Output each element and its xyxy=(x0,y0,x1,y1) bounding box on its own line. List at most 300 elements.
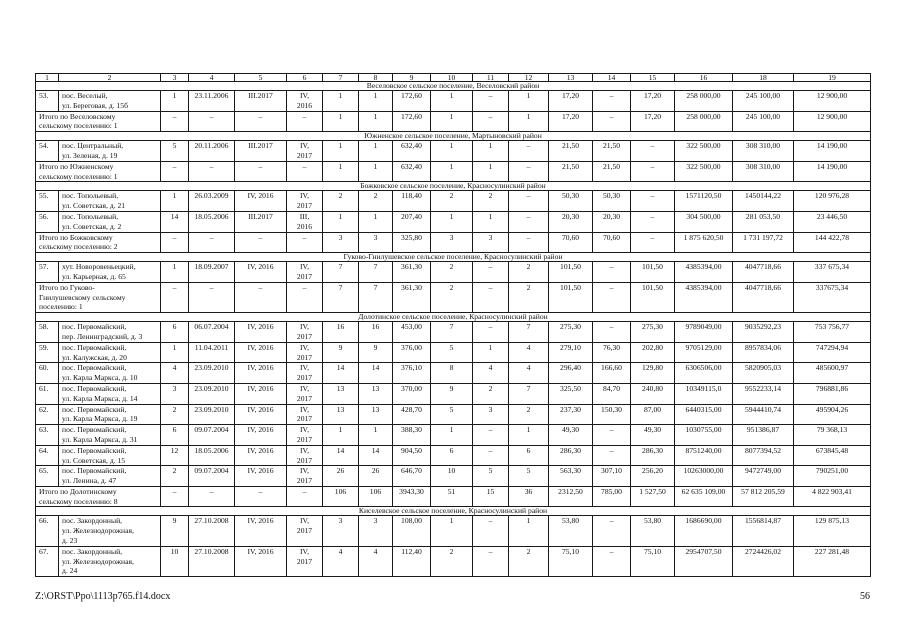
table-cell: IV, 2017 xyxy=(287,516,323,546)
table-cell: – xyxy=(593,516,631,546)
table-cell: 3 xyxy=(359,232,393,253)
table-cell: 5820905,03 xyxy=(733,363,794,384)
table-cell: 12 900,00 xyxy=(794,91,871,112)
table-row xyxy=(36,342,871,363)
row-number: 59. xyxy=(36,342,59,363)
table-cell: 304 500,00 xyxy=(675,211,733,232)
data-table xyxy=(35,73,871,577)
table-cell: – xyxy=(593,445,631,466)
table-cell: 1 xyxy=(323,425,359,446)
table-cell: 3943,30 xyxy=(393,486,431,507)
table-cell: – xyxy=(593,111,631,132)
table-cell: 7 xyxy=(323,282,359,312)
table-cell: 8751240,00 xyxy=(675,445,733,466)
table-cell: 337675,34 xyxy=(794,282,871,312)
address-line: ул. Карла Маркса, д. 10 xyxy=(62,373,138,383)
address-line: пос. Первомайский, xyxy=(62,363,127,373)
table-cell: 18.05.2006 xyxy=(189,211,235,232)
table-cell: IV, 2017 xyxy=(287,191,323,212)
total-label-line: сельскому поселению: 8 xyxy=(39,496,118,506)
table-body xyxy=(36,74,871,577)
row-number: 55. xyxy=(36,191,59,212)
table-cell: 428,70 xyxy=(393,404,431,425)
table-cell: – xyxy=(473,111,509,132)
table-cell: 12 900,00 xyxy=(794,111,871,132)
column-number: 15 xyxy=(631,74,675,82)
table-cell: 1571120,50 xyxy=(675,191,733,212)
address-line: ул. Зеленая, д. 19 xyxy=(62,150,118,160)
table-cell: 4385394,00 xyxy=(675,262,733,283)
table-cell: 256,20 xyxy=(631,466,675,487)
table-cell: 286,30 xyxy=(549,445,593,466)
table-cell: 84,70 xyxy=(593,383,631,404)
table-cell: 1 xyxy=(323,111,359,132)
column-number: 7 xyxy=(323,74,359,82)
table-row xyxy=(36,262,871,283)
table-header-row xyxy=(36,74,871,82)
table-cell: 6 xyxy=(161,322,189,343)
table-cell: – xyxy=(593,425,631,446)
table-cell: 1 xyxy=(509,516,549,546)
table-cell: 9 xyxy=(359,342,393,363)
address-cell xyxy=(59,91,161,112)
address-line: пос. Закордонный, xyxy=(62,516,123,526)
row-number: 64. xyxy=(36,445,59,466)
total-label xyxy=(36,111,161,132)
table-cell: 227 281,48 xyxy=(794,546,871,576)
table-cell: 240,80 xyxy=(631,383,675,404)
table-cell: 6 xyxy=(431,445,473,466)
table-cell: 3 xyxy=(473,232,509,253)
table-cell: 322 500,00 xyxy=(675,161,733,182)
table-row xyxy=(36,191,871,212)
table-cell: 129 875,13 xyxy=(794,516,871,546)
table-cell: 26.03.2009 xyxy=(189,191,235,212)
section-title: Веселовское сельское поселение, Веселовский район xyxy=(36,82,871,91)
total-label-line: сельскому поселению: 2 xyxy=(39,242,118,252)
table-cell: III.2017 xyxy=(235,211,287,232)
table-cell: 5 xyxy=(161,141,189,162)
table-cell: – xyxy=(189,111,235,132)
address-line: ул. Советская, д. 15 xyxy=(62,455,126,465)
table-cell: 1 xyxy=(473,141,509,162)
row-number: 67. xyxy=(36,546,59,576)
table-cell: 17,20 xyxy=(631,111,675,132)
table-cell: – xyxy=(287,232,323,253)
table-cell: 7 xyxy=(431,322,473,343)
table-cell: 10 xyxy=(161,546,189,576)
table-cell: 9035292,23 xyxy=(733,322,794,343)
table-cell: 1 xyxy=(473,161,509,182)
table-row xyxy=(36,91,871,112)
table-cell: 9472749,00 xyxy=(733,466,794,487)
table-cell: IV, 2016 xyxy=(235,342,287,363)
table-cell: 790251,00 xyxy=(794,466,871,487)
table-cell: 20.11.2006 xyxy=(189,141,235,162)
table-cell: 453,00 xyxy=(393,322,431,343)
table-cell: – xyxy=(473,91,509,112)
column-number: 13 xyxy=(549,74,593,82)
table-cell: – xyxy=(473,425,509,446)
table-cell: 4385394,00 xyxy=(675,282,733,312)
address-cell xyxy=(59,546,161,576)
table-cell: 62 635 109,00 xyxy=(675,486,733,507)
table-cell: – xyxy=(189,161,235,182)
table-cell: 632,40 xyxy=(393,161,431,182)
address-line: хут. Новоровеньецкий, xyxy=(62,262,136,272)
table-cell: 5 xyxy=(473,466,509,487)
table-cell: 2724426,02 xyxy=(733,546,794,576)
table-cell: 50,30 xyxy=(549,191,593,212)
address-cell xyxy=(59,191,161,212)
table-cell: 322 500,00 xyxy=(675,141,733,162)
total-label-line: Гнилушевскому сельскому xyxy=(39,292,126,302)
table-cell: 2 xyxy=(323,191,359,212)
table-cell: 20,30 xyxy=(593,211,631,232)
table-cell: 26 xyxy=(359,466,393,487)
table-cell: III.2017 xyxy=(235,91,287,112)
address-cell xyxy=(59,342,161,363)
table-cell: 904,50 xyxy=(393,445,431,466)
address-line: пос. Веселый, xyxy=(62,91,108,100)
table-cell: IV, 2017 xyxy=(287,383,323,404)
column-number: 2 xyxy=(59,74,161,82)
table-cell: 646,70 xyxy=(393,466,431,487)
section-row xyxy=(36,182,871,191)
table-cell: 3 xyxy=(431,232,473,253)
table-cell: – xyxy=(235,486,287,507)
table-cell: 70,60 xyxy=(549,232,593,253)
table-cell: 6440315,00 xyxy=(675,404,733,425)
section-row xyxy=(36,313,871,322)
address-cell xyxy=(59,141,161,162)
table-cell: 112,40 xyxy=(393,546,431,576)
table-cell: 14 xyxy=(323,363,359,384)
table-cell: 23.09.2010 xyxy=(189,383,235,404)
table-cell: 296,40 xyxy=(549,363,593,384)
table-cell: 2 xyxy=(509,262,549,283)
column-number: 8 xyxy=(359,74,393,82)
row-number: 54. xyxy=(36,141,59,162)
table-cell: 258 000,00 xyxy=(675,111,733,132)
table-cell: IV, 2017 xyxy=(287,322,323,343)
table-cell: 785,00 xyxy=(593,486,631,507)
table-cell: IV, 2016 xyxy=(235,516,287,546)
table-cell: 245 100,00 xyxy=(733,91,794,112)
table-row xyxy=(36,516,871,546)
total-label-line: Итого по Южненскому xyxy=(39,161,114,171)
column-number: 18 xyxy=(733,74,794,82)
address-cell xyxy=(59,445,161,466)
table-cell: 9 xyxy=(323,342,359,363)
table-cell: 632,40 xyxy=(393,141,431,162)
table-cell: 1450144,22 xyxy=(733,191,794,212)
table-cell: 1 xyxy=(161,191,189,212)
table-cell: 376,00 xyxy=(393,342,431,363)
table-cell: – xyxy=(235,111,287,132)
table-cell: 308 310,00 xyxy=(733,161,794,182)
table-cell: 5 xyxy=(509,466,549,487)
table-cell: 26 xyxy=(323,466,359,487)
table-cell: 120 976,28 xyxy=(794,191,871,212)
table-cell: 2 xyxy=(431,262,473,283)
table-cell: 13 xyxy=(359,404,393,425)
table-cell: – xyxy=(473,282,509,312)
table-cell: 673845,48 xyxy=(794,445,871,466)
table-cell: 15 xyxy=(473,486,509,507)
table-cell: 14 190,00 xyxy=(794,141,871,162)
table-cell: 1 xyxy=(509,111,549,132)
total-label xyxy=(36,232,161,253)
table-cell: 6 xyxy=(161,425,189,446)
table-cell: 325,50 xyxy=(549,383,593,404)
table-cell: 3 xyxy=(359,516,393,546)
table-cell: 14 190,00 xyxy=(794,161,871,182)
table-cell: 108,00 xyxy=(393,516,431,546)
table-cell: 9 xyxy=(431,383,473,404)
table-cell: 951386,87 xyxy=(733,425,794,446)
total-row xyxy=(36,161,871,182)
table-cell: IV, 2017 xyxy=(287,546,323,576)
address-line: пос. Топольевый, xyxy=(62,191,119,201)
table-cell: – xyxy=(473,322,509,343)
total-label xyxy=(36,282,161,312)
table-cell: IV, 2016 xyxy=(235,322,287,343)
address-cell xyxy=(59,466,161,487)
table-cell: 1 xyxy=(431,111,473,132)
table-cell: 2 xyxy=(509,404,549,425)
table-cell: 09.07.2004 xyxy=(189,425,235,446)
row-number: 58. xyxy=(36,322,59,343)
table-cell: IV, 2017 xyxy=(287,363,323,384)
address-cell xyxy=(59,425,161,446)
section-title: Киселевское сельское поселение, Красносулинский район xyxy=(36,507,871,516)
table-cell: 7 xyxy=(509,383,549,404)
column-number: 6 xyxy=(287,74,323,82)
address-line: пос. Первомайский, xyxy=(62,466,127,476)
table-cell: 1556814,87 xyxy=(733,516,794,546)
address-line: ул. Береговая, д. 15б xyxy=(62,100,128,110)
table-cell: 1 xyxy=(323,161,359,182)
table-row xyxy=(36,363,871,384)
table-cell: 281 053,50 xyxy=(733,211,794,232)
address-cell xyxy=(59,516,161,546)
table-cell: – xyxy=(287,282,323,312)
address-line: ул. Советская, д. 2 xyxy=(62,221,122,231)
table-cell: 258 000,00 xyxy=(675,91,733,112)
table-cell: 9789049,00 xyxy=(675,322,733,343)
table-row xyxy=(36,404,871,425)
table-cell: 7 xyxy=(509,322,549,343)
row-number: 53. xyxy=(36,91,59,112)
address-line: ул. Железнодорожная, xyxy=(62,526,134,536)
table-cell: 1 xyxy=(323,141,359,162)
table-cell: – xyxy=(161,232,189,253)
table-cell: 14 xyxy=(359,363,393,384)
total-label xyxy=(36,486,161,507)
table-cell: IV, 2016 xyxy=(235,262,287,283)
total-label-line: сельскому поселению: 1 xyxy=(39,121,118,131)
table-cell: – xyxy=(287,111,323,132)
table-cell: 49,30 xyxy=(549,425,593,446)
table-cell: IV, 2016 xyxy=(287,91,323,112)
table-cell: 8077394,52 xyxy=(733,445,794,466)
table-cell: 1 xyxy=(161,262,189,283)
table-cell: IV, 2017 xyxy=(287,141,323,162)
total-row xyxy=(36,282,871,312)
column-number: 14 xyxy=(593,74,631,82)
table-cell: 4 xyxy=(473,363,509,384)
table-cell: 1030755,00 xyxy=(675,425,733,446)
table-cell: 2 xyxy=(509,546,549,576)
table-cell: – xyxy=(509,141,549,162)
table-cell: – xyxy=(189,486,235,507)
table-cell: 3 xyxy=(473,404,509,425)
table-cell: – xyxy=(473,546,509,576)
table-cell: 79 368,13 xyxy=(794,425,871,446)
table-cell: IV, 2016 xyxy=(235,425,287,446)
table-cell: 6 xyxy=(509,445,549,466)
table-cell: IV, 2016 xyxy=(235,466,287,487)
table-cell: 7 xyxy=(359,282,393,312)
address-line: пер. Ленинградский, д. 3 xyxy=(62,331,143,341)
table-cell: 2 xyxy=(473,383,509,404)
table-cell: 245 100,00 xyxy=(733,111,794,132)
table-cell: 06.07.2004 xyxy=(189,322,235,343)
table-cell: 09.07.2004 xyxy=(189,466,235,487)
table-cell: IV, 2017 xyxy=(287,262,323,283)
section-title: Божковское сельское поселение, Красносулинский район xyxy=(36,182,871,191)
address-line: ул. Карла Маркса, д. 14 xyxy=(62,393,138,403)
table-cell: 388,30 xyxy=(393,425,431,446)
address-line: пос. Центральный, xyxy=(62,141,124,151)
table-cell: 1 xyxy=(359,211,393,232)
table-cell: 1 xyxy=(431,91,473,112)
table-cell: 20,30 xyxy=(549,211,593,232)
table-cell: 796881,86 xyxy=(794,383,871,404)
table-cell: 17,20 xyxy=(631,91,675,112)
section-title: Южненское сельское поселение, Мартыновский район xyxy=(36,132,871,141)
table-cell: IV, 2017 xyxy=(287,425,323,446)
address-line: пос. Первомайский, xyxy=(62,383,127,393)
table-row xyxy=(36,546,871,576)
table-cell: – xyxy=(235,161,287,182)
table-cell: 10 xyxy=(431,466,473,487)
table-row xyxy=(36,141,871,162)
table-cell: 4 xyxy=(323,546,359,576)
table-cell: 23.11.2006 xyxy=(189,91,235,112)
table-cell: 27.10.2008 xyxy=(189,516,235,546)
table-cell: 1 xyxy=(359,91,393,112)
column-number: 11 xyxy=(473,74,509,82)
table-cell: 325,80 xyxy=(393,232,431,253)
address-cell xyxy=(59,383,161,404)
table-cell: 3 xyxy=(161,383,189,404)
table-cell: 5 xyxy=(431,404,473,425)
address-line: ул. Калужская, д. 20 xyxy=(62,352,127,362)
table-cell: – xyxy=(631,232,675,253)
table-cell: 172,60 xyxy=(393,111,431,132)
table-cell: – xyxy=(593,546,631,576)
table-cell: – xyxy=(161,111,189,132)
address-line: пос. Первомайский, xyxy=(62,322,127,332)
table-cell: 1 xyxy=(161,342,189,363)
table-cell: 14 xyxy=(359,445,393,466)
address-line: пос. Первомайский, xyxy=(62,404,127,414)
table-cell: 101,50 xyxy=(631,282,675,312)
table-cell: 106 xyxy=(359,486,393,507)
table-cell: 1 xyxy=(431,211,473,232)
table-cell: 361,30 xyxy=(393,262,431,283)
table-cell: 370,00 xyxy=(393,383,431,404)
table-cell: 307,10 xyxy=(593,466,631,487)
address-line: ул. Ленина, д. 47 xyxy=(62,476,117,486)
total-label xyxy=(36,161,161,182)
table-cell: – xyxy=(509,232,549,253)
table-cell: – xyxy=(593,322,631,343)
table-cell: – xyxy=(473,516,509,546)
table-cell: 8957834,06 xyxy=(733,342,794,363)
table-cell: – xyxy=(631,161,675,182)
row-number: 65. xyxy=(36,466,59,487)
table-cell: IV, 2017 xyxy=(287,466,323,487)
file-path: Z:\ORST\Ppo\1113p765.f14.docx xyxy=(35,591,171,602)
table-cell: 8 xyxy=(431,363,473,384)
table-cell: 7 xyxy=(323,262,359,283)
table-cell: 70,60 xyxy=(593,232,631,253)
table-cell: 23.09.2010 xyxy=(189,363,235,384)
table-cell: 53,80 xyxy=(549,516,593,546)
table-row xyxy=(36,211,871,232)
table-cell: – xyxy=(235,232,287,253)
table-cell: 51 xyxy=(431,486,473,507)
table-cell: 16 xyxy=(323,322,359,343)
row-number: 66. xyxy=(36,516,59,546)
table-cell: 4047718,66 xyxy=(733,282,794,312)
address-cell xyxy=(59,262,161,283)
table-cell: – xyxy=(631,141,675,162)
total-label-line: Итого по Божковскому xyxy=(39,232,113,242)
table-row xyxy=(36,466,871,487)
address-line: ул. Карьерная, д. 65 xyxy=(62,271,126,281)
section-row xyxy=(36,132,871,141)
table-cell: 1 xyxy=(359,425,393,446)
address-line: пос. Первомайский, xyxy=(62,342,127,352)
section-row xyxy=(36,253,871,262)
table-cell: 279,10 xyxy=(549,342,593,363)
table-row xyxy=(36,425,871,446)
table-cell: 150,30 xyxy=(593,404,631,425)
address-line: пос. Первомайский, xyxy=(62,445,127,455)
address-line: пос. Первомайский, xyxy=(62,425,127,435)
table-cell: 207,40 xyxy=(393,211,431,232)
row-number: 56. xyxy=(36,211,59,232)
total-row xyxy=(36,486,871,507)
column-number: 16 xyxy=(675,74,733,82)
table-cell: 1 xyxy=(473,342,509,363)
table-cell: 101,50 xyxy=(631,262,675,283)
table-cell: 563,30 xyxy=(549,466,593,487)
column-number: 9 xyxy=(393,74,431,82)
table-cell: 1 xyxy=(431,161,473,182)
table-cell: III.2017 xyxy=(235,141,287,162)
row-number: 60. xyxy=(36,363,59,384)
table-cell: 27.10.2008 xyxy=(189,546,235,576)
table-cell: 21,50 xyxy=(549,141,593,162)
table-cell: 3 xyxy=(323,232,359,253)
table-cell: – xyxy=(287,486,323,507)
table-cell: 49,30 xyxy=(631,425,675,446)
